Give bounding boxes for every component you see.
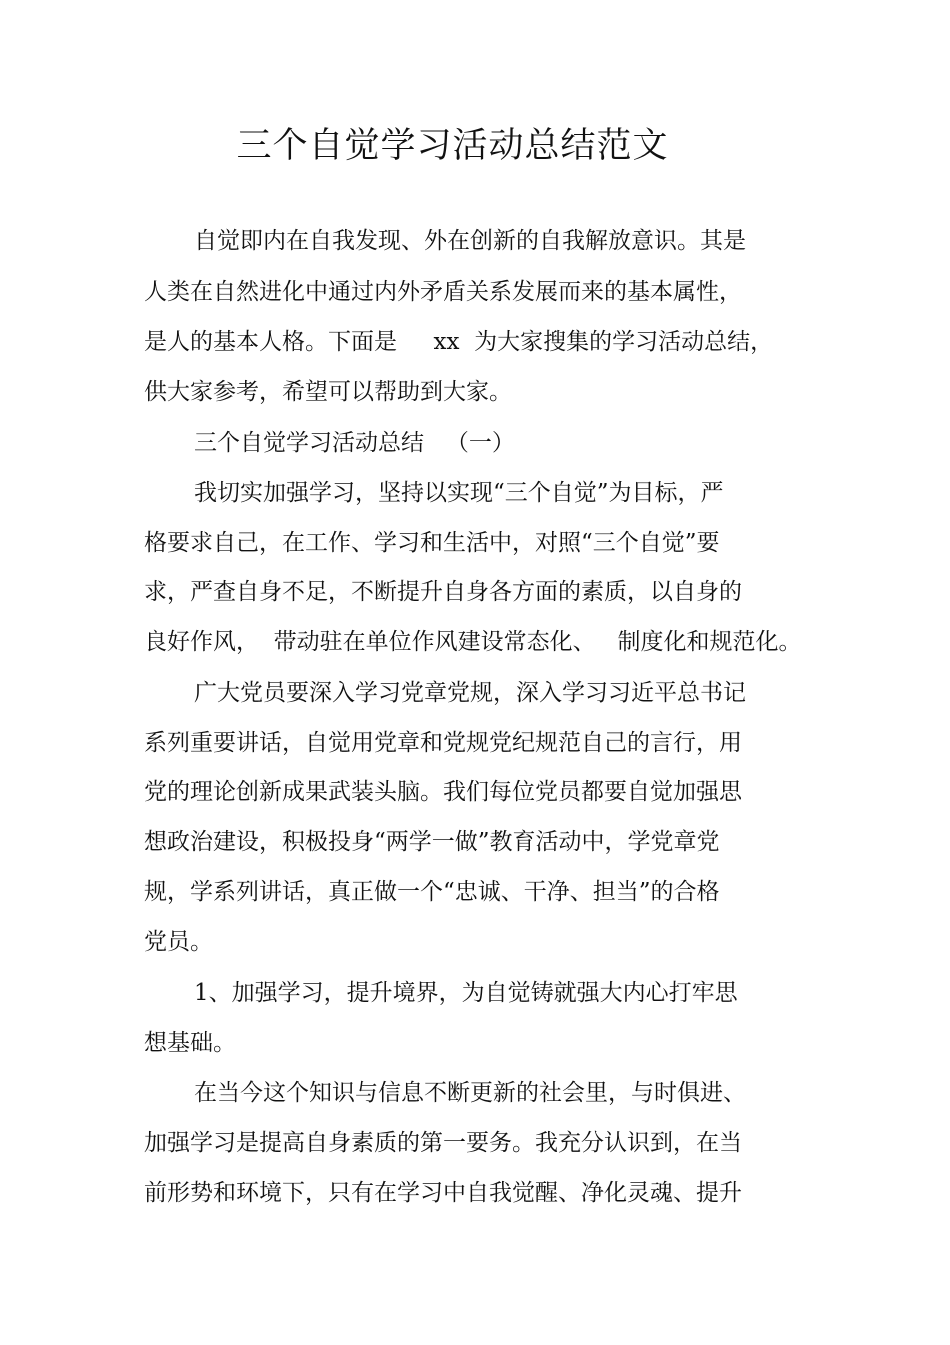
text-line: 前形势和环境下，只有在学习中自我觉醒、净化灵魂、提升: [144, 1180, 742, 1206]
text-line: 想基础。: [144, 1030, 236, 1056]
text-line: 想政治建设，积极投身“两学一做”教育活动中，学党章党: [144, 829, 720, 855]
document-title: 三个自觉学习活动总结范文: [236, 126, 669, 166]
text-line: 求，严查自身不足，不断提升自身各方面的素质，以自身的: [144, 579, 742, 605]
section-heading: 三个自觉学习活动总结 （一）: [194, 430, 515, 456]
text-line: 人类在自然进化中通过内外矛盾关系发展而来的基本属性，: [144, 279, 742, 305]
text-line: 加强学习是提高自身素质的第一要务。我充分认识到，在当: [144, 1130, 742, 1156]
text-line: 自觉即内在自我发现、外在创新的自我解放意识。其是: [194, 228, 746, 254]
text-line: 广大党员要深入学习党章党规，深入学习习近平总书记: [194, 680, 746, 706]
text-line: 格要求自己，在工作、学习和生活中，对照“三个自觉”要: [144, 530, 720, 556]
numbered-item: 1、加强学习，提升境界，为自觉铸就强大内心打牢思: [194, 980, 738, 1006]
text-line: 党员。: [144, 929, 213, 955]
text-line: 供大家参考，希望可以帮助到大家。: [144, 379, 512, 405]
text-line: 是人的基本人格。下面是 xx 为大家搜集的学习活动总结，: [144, 329, 774, 355]
text-line: 良好作风， 带动驻在单位作风建设常态化、 制度化和规范化。: [144, 629, 802, 655]
text-line: 规，学系列讲话，真正做一个“忠诚、干净、担当”的合格: [144, 879, 720, 905]
text-line: 我切实加强学习，坚持以实现“三个自觉”为目标，严: [194, 480, 724, 506]
text-line: 党的理论创新成果武装头脑。我们每位党员都要自觉加强思: [144, 779, 742, 805]
text-line: 系列重要讲话，自觉用党章和党规党纪规范自己的言行，用: [144, 730, 742, 756]
text-line: 在当今这个知识与信息不断更新的社会里，与时俱进、: [194, 1080, 746, 1106]
